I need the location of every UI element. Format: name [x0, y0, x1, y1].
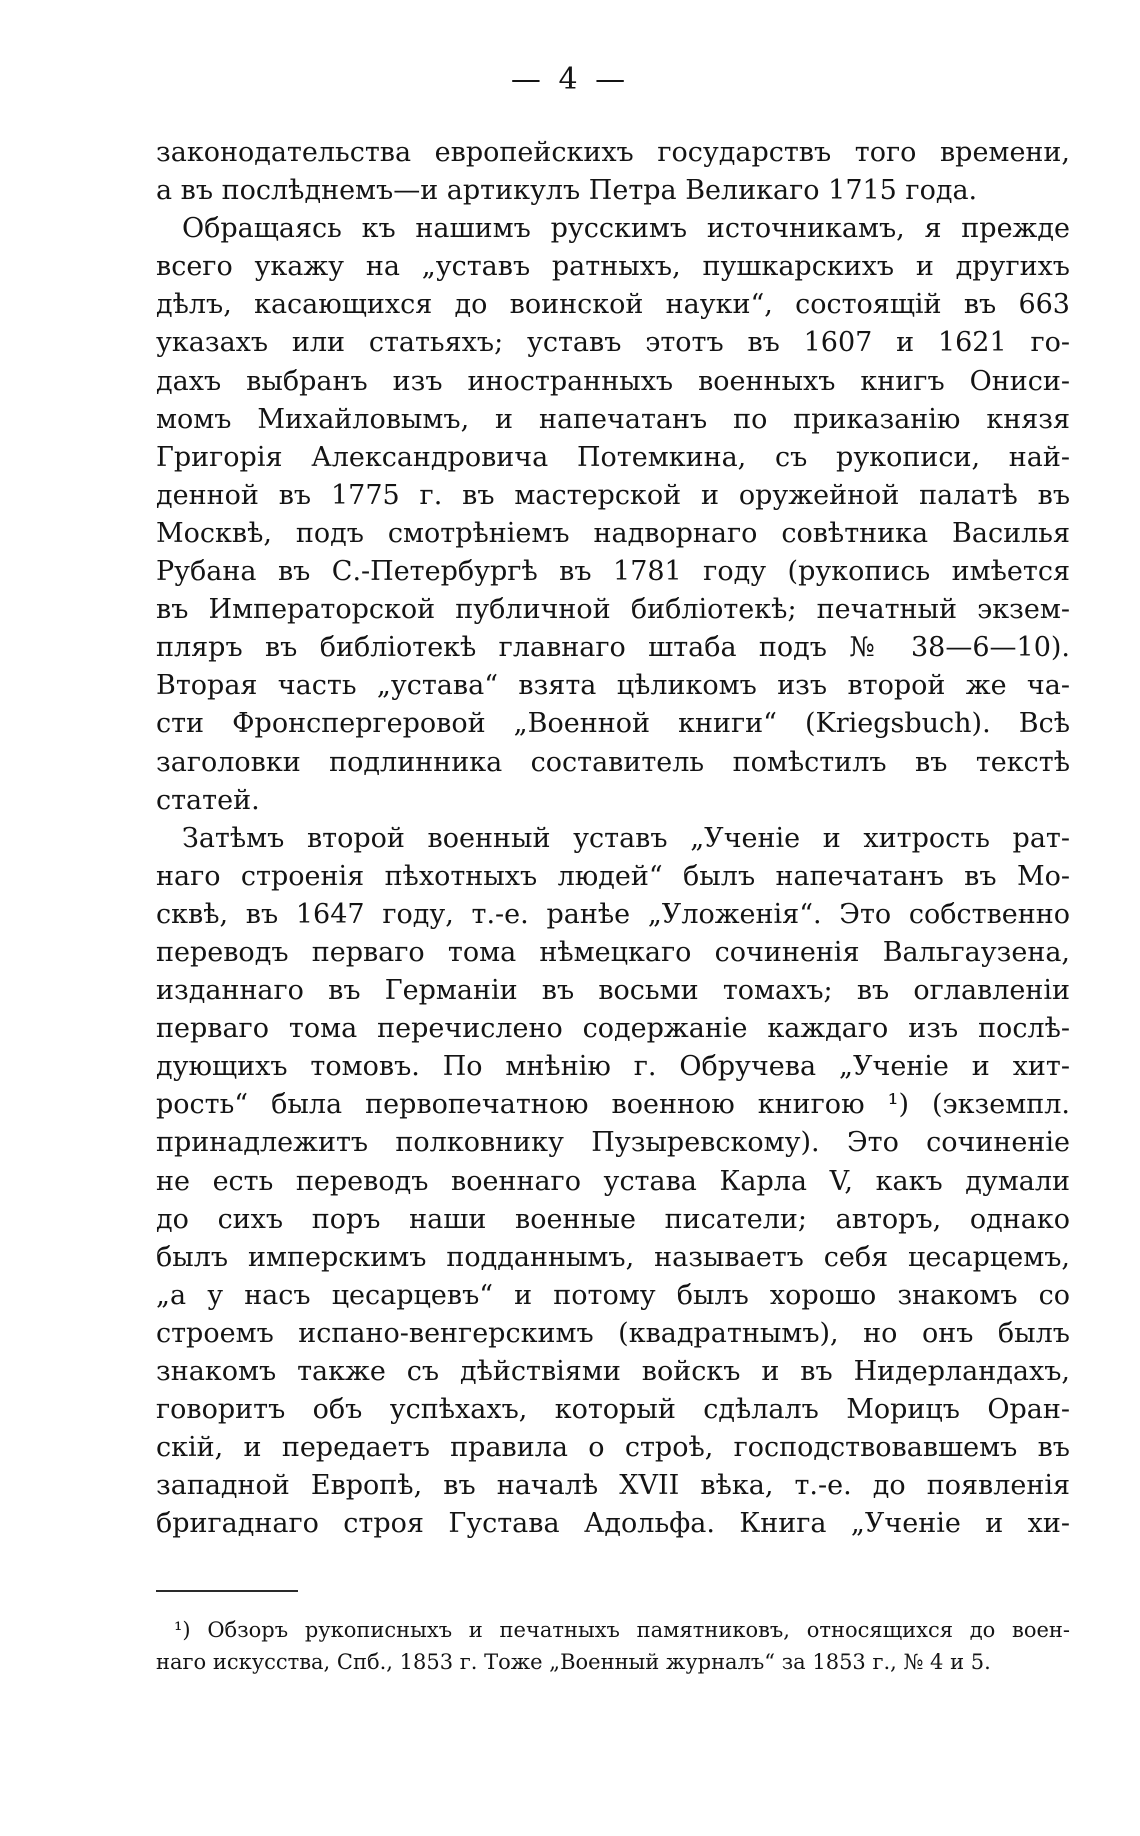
text-line: принадлежитъ полковнику Пузыревскому). Это сочиненіе [156, 1127, 1070, 1159]
text-line: наго строенія пѣхотныхъ людей“ былъ напечатанъ въ Мо- [156, 860, 1070, 892]
text-line: указахъ или статьяхъ; уставъ этотъ въ 1607 и 1621 го- [156, 327, 1070, 359]
text-line: сквѣ, въ 1647 году, т.-е. ранѣе „Уложенія“. Это собственно [156, 898, 1070, 930]
footnotes [156, 1614, 1070, 1678]
text-line: пляръ въ библіотекѣ главнаго штаба подъ № 38—6—10). [156, 632, 1070, 664]
text-line: законодательства европейскихъ государствъ того времени, [156, 137, 1070, 168]
text-line: дахъ выбранъ изъ иностранныхъ военныхъ книгъ Ониси- [156, 365, 1070, 397]
text-line: момъ Михайловымъ, и напечатанъ по приказанію князя [156, 403, 1070, 435]
text-line: не есть переводъ военнаго устава Карла V, какъ думали [156, 1165, 1070, 1197]
text-line: былъ имперскимъ подданнымъ, называетъ себя цесарцемъ, [156, 1241, 1070, 1273]
text-line: Григорія Александровича Потемкина, съ рукописи, най- [156, 441, 1070, 473]
footnote-line: наго искусства, Спб., 1853 г. Тоже „Военный журналъ“ за 1853 г., № 4 и 5. [156, 1650, 991, 1674]
text-line: сти Фронспергеровой „Военной книги“ (Kriegsbuch). Всѣ [156, 708, 1070, 740]
text-line: изданнаго въ Германіи въ восьми томахъ; въ оглавленіи [156, 975, 1070, 1007]
text-line: строемъ испано-венгерскимъ (квадратнымъ), но онъ былъ [156, 1317, 1070, 1349]
text-line: Затѣмъ второй военный уставъ „Ученіе и хитрость рат- [182, 822, 1070, 854]
text-line: переводъ перваго тома нѣмецкаго сочиненія Вальгаузена, [156, 936, 1070, 968]
text-line: рость“ была первопечатною военною книгою ¹) (экземпл. [156, 1089, 1070, 1121]
text-line: до сихъ поръ наши военные писатели; авторъ, однако [156, 1203, 1070, 1235]
text-line: Вторая часть „устава“ взята цѣликомъ изъ второй же ча- [156, 670, 1070, 702]
main-text [156, 134, 1070, 1543]
text-line: дѣлъ, касающихся до воинской науки“, состоящій въ 663 [156, 289, 1070, 321]
text-line: скій, и передаетъ правила о строѣ, господствовавшемъ въ [156, 1432, 1070, 1464]
text-line: „а у насъ цесарцевъ“ и потому былъ хорошо знакомъ со [156, 1279, 1070, 1311]
text-line: западной Европѣ, въ началѣ XVII вѣка, т.-е. до появленія [156, 1470, 1070, 1502]
text-line: знакомъ также съ дѣйствіями войскъ и въ Нидерландахъ, [156, 1356, 1070, 1387]
text-line: дующихъ томовъ. По мнѣнію г. Обручева „Ученіе и хит- [156, 1051, 1070, 1083]
footnote-divider [156, 1590, 298, 1592]
text-line: Рубана въ С.-Петербургѣ въ 1781 году (рукопись имѣется [156, 556, 1070, 588]
text-line: перваго тома перечислено содержаніе каждаго изъ послѣ- [156, 1013, 1070, 1045]
text-line: бригаднаго строя Густава Адольфа. Книга „Ученіе и хи- [156, 1508, 1070, 1540]
text-line: а въ послѣднемъ—и артикулъ Петра Великаго 1715 года. [156, 175, 978, 207]
text-line: Обращаясь къ нашимъ русскимъ источникамъ, я прежде [182, 213, 1070, 245]
footnote-line: ¹) Обзоръ рукописныхъ и печатныхъ памятниковъ, относящихся до воен- [174, 1618, 1070, 1642]
text-line: статей. [156, 784, 260, 816]
text-line: въ Императорской публичной библіотекѣ; печатный экзем- [156, 594, 1070, 626]
text-line: Москвѣ, подъ смотрѣніемъ надворнаго совѣтника Василья [156, 517, 1070, 549]
text-line: всего укажу на „уставъ ратныхъ, пушкарскихъ и другихъ [156, 251, 1070, 283]
page-number: — 4 — [510, 62, 630, 97]
text-line: говоритъ объ успѣхахъ, который сдѣлалъ Морицъ Оран- [156, 1394, 1070, 1426]
text-line: заголовки подлинника составитель помѣстилъ въ текстѣ [156, 746, 1070, 778]
text-line: денной въ 1775 г. въ мастерской и оружейной палатѣ въ [156, 479, 1070, 511]
